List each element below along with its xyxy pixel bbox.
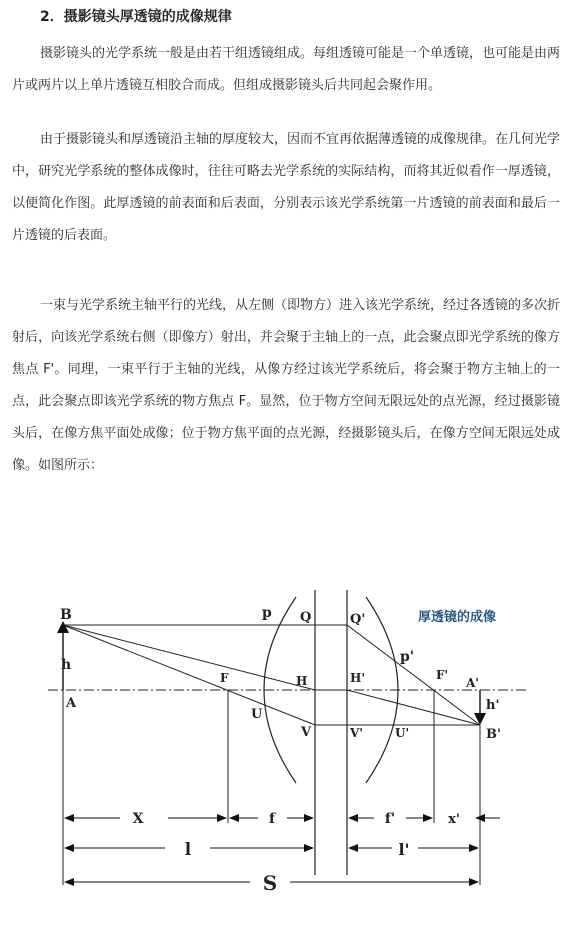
label-p: p bbox=[262, 605, 272, 621]
label-p-prime: p' bbox=[400, 649, 415, 665]
label-h: h bbox=[61, 657, 72, 673]
label-A: A bbox=[66, 696, 77, 711]
label-U-prime: U' bbox=[395, 726, 410, 740]
section-heading: 2．摄影镜头厚透镜的成像规律 bbox=[40, 9, 232, 25]
label-H: H bbox=[296, 674, 308, 688]
dim-f: f bbox=[268, 811, 276, 827]
label-B-prime: B' bbox=[486, 727, 501, 742]
paragraph-3: 一束与光学系统主轴平行的光线，从左侧（即物方）进入该光学系统，经过各透镜的多次折射后，向该光学系统右侧（即像方）射出，并会聚于主轴上的一点，此会聚点即光学系统的像方焦点 F'。同理，一束平行于主轴的光线，从像方经过该光学系统后，将会聚于物方主轴上的一点，此会聚点即该光学系统的物方焦点 F。显然，位于物方空间无限远处的点光源，经过摄影镜头后，在像方焦平面处成像；位于物方焦平面的点光源，经摄影镜头后，在像方空间无限远处成像。如图所示： bbox=[12, 298, 561, 473]
label-B: B bbox=[60, 607, 72, 623]
figure-caption: 厚透镜的成像 bbox=[418, 610, 497, 625]
label-V-prime: V' bbox=[350, 726, 363, 740]
dim-x-prime: x' bbox=[448, 812, 460, 827]
dim-f-prime: f' bbox=[384, 811, 396, 827]
label-F: F bbox=[220, 671, 229, 685]
thick-lens-diagram bbox=[0, 585, 576, 929]
dim-l-prime: l' bbox=[398, 840, 410, 859]
dim-x: X bbox=[132, 811, 144, 827]
label-F-prime: F' bbox=[436, 668, 449, 682]
label-V: V bbox=[301, 725, 312, 740]
label-Q: Q bbox=[300, 610, 312, 625]
label-U: U bbox=[251, 707, 263, 722]
label-A-prime: A' bbox=[466, 676, 479, 690]
label-Q-prime: Q' bbox=[350, 612, 366, 627]
dim-l: l bbox=[184, 840, 192, 860]
dim-s: S bbox=[262, 871, 278, 895]
paragraph-2: 由于摄影镜头和厚透镜沿主轴的厚度较大，因而不宜再依据薄透镜的成像规律。在几何光学中，研究光学系统的整体成像时，往往可略去光学系统的实际结构，而将其近似看作一厚透镜，以便简化作图。此厚透镜的前表面和后表面，分别表示该光学系统第一片透镜的前表面和最后一片透镜的后表面。 bbox=[12, 132, 561, 243]
ray-parallel bbox=[63, 625, 480, 725]
label-H-prime: H' bbox=[350, 671, 366, 685]
paragraph-1: 摄影镜头的光学系统一般是由若干组透镜组成。每组透镜可能是一个单透镜，也可能是由两片或两片以上单片透镜互相胶合而成。但组成摄影镜头后共同起会聚作用。 bbox=[12, 46, 561, 93]
ray-focal bbox=[63, 625, 480, 725]
ray-nodal bbox=[63, 625, 480, 725]
label-h-prime: h' bbox=[486, 698, 500, 713]
